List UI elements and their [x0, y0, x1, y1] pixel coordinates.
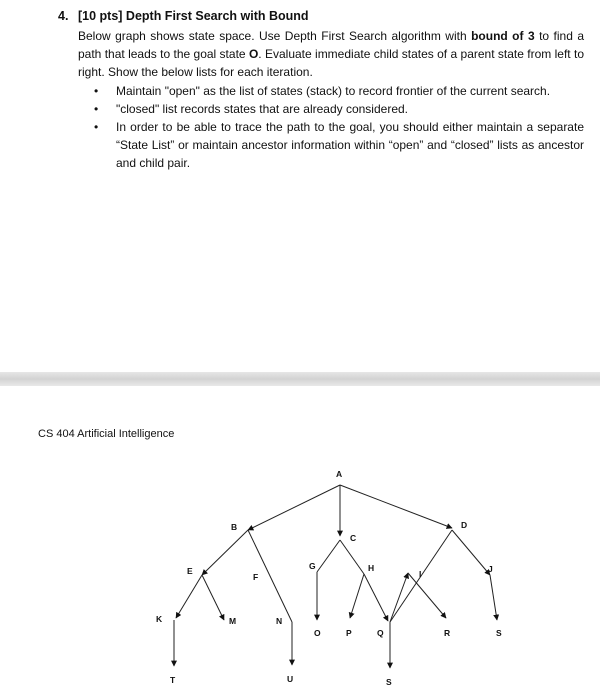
edge-a-b	[248, 485, 340, 530]
instruction-item	[78, 118, 584, 172]
node-g: G	[309, 561, 316, 571]
node-s-bottom: S	[386, 677, 392, 687]
node-n: N	[276, 616, 283, 626]
edge-e-m	[202, 575, 224, 620]
bullet-icon: •	[94, 84, 99, 98]
node-s-right: S	[496, 628, 502, 638]
intro-bold-bound: bound of 3	[471, 29, 535, 43]
bullet-icon: •	[94, 120, 99, 134]
node-t: T	[170, 675, 176, 685]
edge-h-q	[364, 574, 388, 621]
edge-h-p	[350, 574, 364, 618]
edge-a-d	[340, 485, 452, 528]
node-f: F	[253, 572, 259, 582]
instruction-text: "closed" list records states that are already considered.	[116, 102, 408, 116]
edge-e-k	[176, 575, 202, 618]
node-k: K	[156, 614, 163, 624]
intro-text-2: to find a path that leads to the goal state	[78, 29, 584, 61]
node-e: E	[187, 566, 193, 576]
node-b: B	[231, 522, 238, 532]
edge-i-up	[390, 573, 408, 622]
node-m: M	[229, 616, 237, 626]
state-space-graph	[0, 386, 600, 700]
node-h: H	[368, 563, 375, 573]
question-number: 4.	[58, 9, 69, 23]
intro-text-3: . Evaluate immediate child states of a parent state from left to right. Show the below lists for each iteration.	[78, 47, 584, 79]
question-title: [10 pts] Depth First Search with Bound	[78, 9, 309, 23]
instruction-list	[78, 82, 584, 172]
page-divider	[0, 372, 600, 386]
node-i: I	[419, 569, 422, 579]
node-j: J	[488, 564, 493, 574]
node-r: R	[444, 628, 451, 638]
question-intro	[78, 27, 584, 81]
edge-d-j	[452, 530, 490, 575]
instruction-item	[78, 82, 584, 100]
node-p: P	[346, 628, 352, 638]
node-o: O	[314, 628, 321, 638]
instruction-text: Maintain "open" as the list of states (stack) to record frontier of the current search.	[116, 84, 551, 98]
node-a: A	[336, 469, 343, 479]
instruction-text: In order to be able to trace the path to the goal, you should either maintain a separate “State List” or maintain ancestor information within “open” and “closed” lists as ancestor and child pair.	[116, 120, 584, 170]
intro-text-1: Below graph shows state space. Use Depth First Search algorithm with	[78, 29, 472, 43]
edge-i-r	[408, 573, 446, 618]
node-u: U	[287, 674, 294, 684]
node-c: C	[350, 533, 357, 543]
course-label: CS 404 Artificial Intelligence	[38, 428, 175, 440]
intro-bold-goal: O	[248, 47, 259, 61]
bullet-icon: •	[94, 102, 99, 116]
node-q: Q	[377, 628, 384, 638]
edge-c-g	[317, 540, 340, 572]
node-d: D	[461, 520, 468, 530]
edge-b-e	[202, 530, 248, 575]
edge-c-h	[340, 540, 364, 574]
edge-j-s	[490, 575, 497, 620]
instruction-item	[78, 100, 584, 118]
